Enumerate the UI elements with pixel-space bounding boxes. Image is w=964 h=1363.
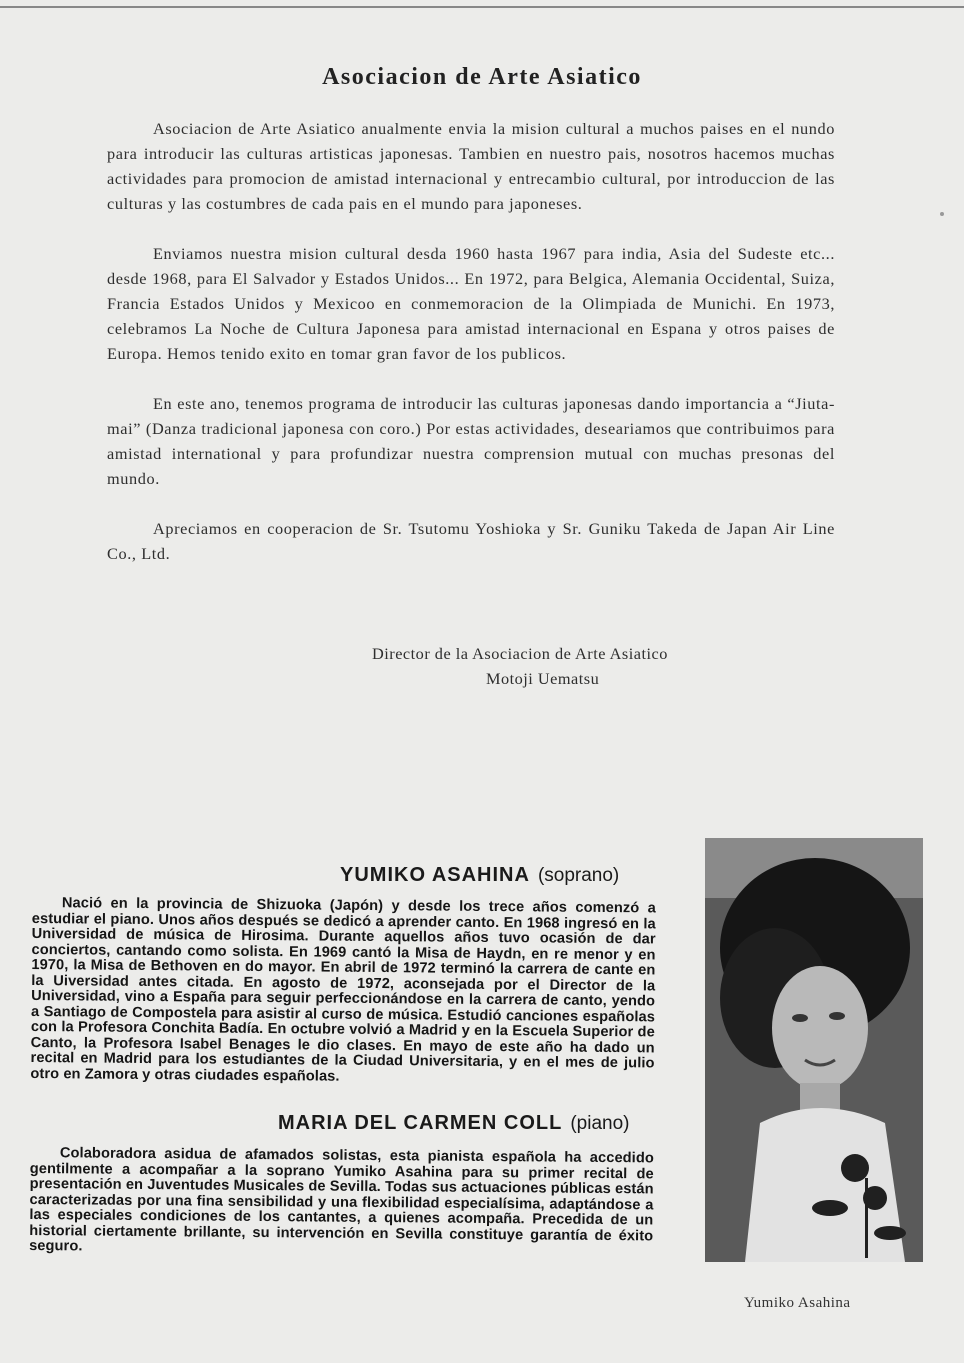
page-title: Asociacion de Arte Asiatico (322, 64, 642, 90)
performer-role: (soprano) (537, 865, 620, 886)
performer-name: YUMIKO ASAHINA (340, 864, 530, 886)
signature-role: Director de la Asociacion de Arte Asiatico (372, 644, 668, 663)
intro-paragraph: Enviamos nuestra mision cultural desda 1960 hasta 1967 para india, Asia del Sudeste etc... desde 1968, para El Salvador y Estados Unidos... En 1972, para Belgica, Alemania Occidental, Suiza, Francia Estados Unidos y Mexicoo en conmemoracion de la Olimpiada de Munichi. En 1973, celebramos La Noche de Cultura Japonesa para amistad internacional en Espana y otros paises de Europa. Hemos tenido exito en tomar gran favor de los publicos. (107, 244, 835, 363)
top-rule (0, 6, 964, 8)
portrait-photo (705, 838, 923, 1262)
margin-mark (940, 212, 944, 216)
portrait-illustration (705, 838, 923, 1262)
performer-role: (piano) (570, 1113, 630, 1134)
photo-caption: Yumiko Asahina (744, 1295, 851, 1311)
intro-text (107, 116, 835, 591)
bio-heading-soprano (340, 864, 619, 887)
intro-paragraph: En este ano, tenemos programa de introducir las culturas japonesas dando importancia a “Jiuta-mai” (Danza tradicional japonesa con coro.) Por estas actividades, deseariamos que contribuimos para amistad international y para profundizar nuestra comprension mutual con muchas presonas del mundo. (107, 394, 835, 488)
intro-paragraph: Apreciamos en cooperacion de Sr. Tsutomu Yoshioka y Sr. Guniku Takeda de Japan Air Line Co., Ltd. (107, 519, 835, 563)
bio-text-pianist: Colaboradora asidua de afamados solistas, esta pianista española ha accedido gentilmente a acompañar a la soprano Yumiko Asahina para su primer recital de presentación en Juventudes Musicales de Sevilla. Todas sus actuaciones públicas están caracterizadas por una fina sensibilidad y una flexibilidad especialísima, adaptándose a las especiales condiciones de los cantantes, a quienes acompaña. Precedida de un historial ciertamente brillante, su intervención en Sevilla constituye garantía de éxito seguro. (29, 1145, 654, 1255)
signature-name: Motoji Uematsu (486, 669, 600, 688)
performer-name: MARIA DEL CARMEN COLL (278, 1112, 563, 1134)
intro-paragraph: Asociacion de Arte Asiatico anualmente envia la mision cultural a muchos paises en el nundo para introducir las culturas artisticas japonesas. Tambien en nuestro pais, nosotros hacemos muchas actividades para promocion de amistad internacional y entrecambio cultural, por introduccion de las culturas y las costumbres de cada pais en el mundo para japoneses. (107, 119, 835, 213)
bio-text-soprano: Nació en la provincia de Shizuoka (Japón) y desde los trece años comenzó a estudiar el piano. Unos años después se dedicó a aprender canto. En 1968 ingresó en la Universidad de música de Hirosima. Durante aquellos años tuvo ocasión de dar conciertos, cantando como solista. En 1969 cantó la Misa de Haydn, en re menor y en 1970, la Misa de Bethoven en do mayor. En abril de 1972 terminó la carrera de cante en la Uiversidad antes citada. En agosto de 1972, aconsejada por el Director de la Universidad, vino a España para seguir perfeccionándose en la carrera de canto, yendo a Santiago de Compostela para asistir al curso de música. Estudió canciones españolas con la Profesora Conchita Badía. En octubre volvió a Madrid y en la Escuela Superior de Canto, la Profesora Isabel Benages le dio clases. En mayo de este año ha dado un recital en Madrid para los estudiantes de la Ciudad Universitaria, y en el mes de julio otro en Zamora y otras ciudades españolas. (30, 895, 656, 1085)
bio-heading-pianist (278, 1112, 629, 1135)
